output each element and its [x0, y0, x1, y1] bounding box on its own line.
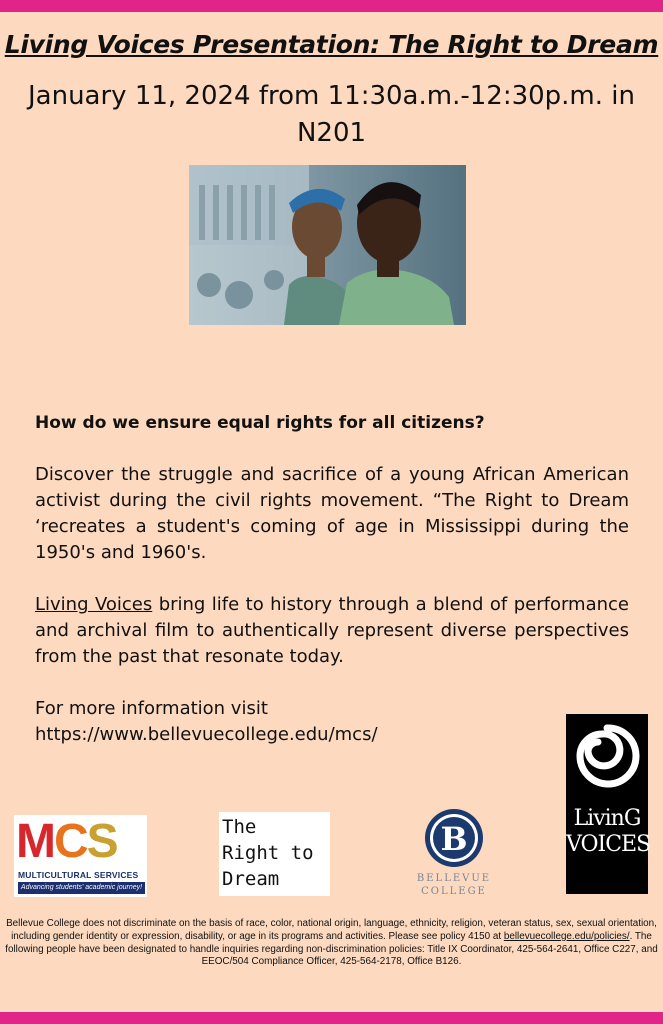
mcs-logo-letters — [16, 817, 117, 867]
bottom-accent-bar — [0, 1012, 663, 1024]
right-to-dream-logo — [219, 812, 330, 896]
bellevue-college-name — [402, 872, 506, 898]
lead-question: How do we ensure equal rights for all citizens? — [35, 413, 485, 433]
main-content — [35, 410, 629, 748]
mcs-logo — [14, 815, 147, 897]
page-title: Living Voices Presentation: The Right to Dream — [4, 30, 659, 59]
description-paragraph: Discover the struggle and sacrifice of a young African American activist during the civil rights movement. “The Right to Dream ‘recreates a student's coming of age in Mississippi during the 1950's and 1960's. — [35, 464, 629, 563]
event-date-location: January 11, 2024 from 11:30a.m.-12:30p.m. in N201 — [27, 81, 635, 148]
living-voices-logo — [566, 714, 651, 894]
mcs-letter-c: C — [53, 815, 87, 868]
mcs-subtitle: MULTICULTURAL SERVICES — [18, 870, 139, 880]
spiral-icon — [566, 714, 648, 806]
bellevue-college-logo — [402, 808, 506, 900]
living-voices-paragraph — [35, 592, 629, 670]
bellevue-b-emblem-icon — [402, 808, 506, 870]
mcs-tagline: Advancing students' academic journey! — [18, 882, 145, 894]
more-info — [35, 696, 629, 748]
mcs-letter-m: M — [16, 815, 54, 868]
rtd-line-3: Dream — [222, 868, 280, 890]
non-discrimination-disclaimer — [4, 918, 659, 969]
top-accent-bar — [0, 0, 663, 12]
mcs-letter-s: S — [86, 815, 117, 868]
disclaimer-text-1: Bellevue College does not discriminate on the basis of race, color, national origin, language, ethnicity, religion, veteran status, sex, sexual orientation, including gender identity or expression, disability, or age in its programs and activities. Please see policy 4150 at — [6, 918, 657, 942]
lv-logo-line-1: LivinG — [573, 806, 641, 831]
policies-link[interactable]: bellevuecollege.edu/policies/ — [503, 930, 630, 942]
disclaimer-text-2: . The following people have been designated to handle inquiries regarding non-discrimination policies: Title IX Coordinator, 425-564-2641, Office C227, and EEOC/504 Compliance Officer, 425-564-2178, Office B126. — [5, 930, 658, 968]
more-info-url[interactable]: https://www.bellevuecollege.edu/mcs/ — [35, 724, 378, 745]
right-to-dream-text — [222, 814, 328, 892]
bellevue-name-line-1: BELLEVUE — [416, 873, 492, 884]
bellevue-name-line-2: COLLEGE — [421, 886, 487, 897]
living-voices-logo-text — [566, 806, 651, 858]
rtd-line-2: Right to — [222, 842, 314, 864]
hero-photo — [189, 165, 466, 325]
more-info-label: For more information visit — [35, 698, 268, 719]
lv-logo-line-2: VOICES — [566, 832, 651, 857]
bellevue-b-letter: B — [440, 820, 468, 858]
rtd-line-1: The — [222, 816, 257, 838]
living-voices-link[interactable]: Living Voices — [35, 594, 153, 615]
photo-two-people-icon — [189, 165, 466, 325]
living-voices-paragraph-text: bring life to history through a blend of performance and archival film to authentically represent diverse perspectives from the past that resonate today. — [35, 594, 629, 667]
